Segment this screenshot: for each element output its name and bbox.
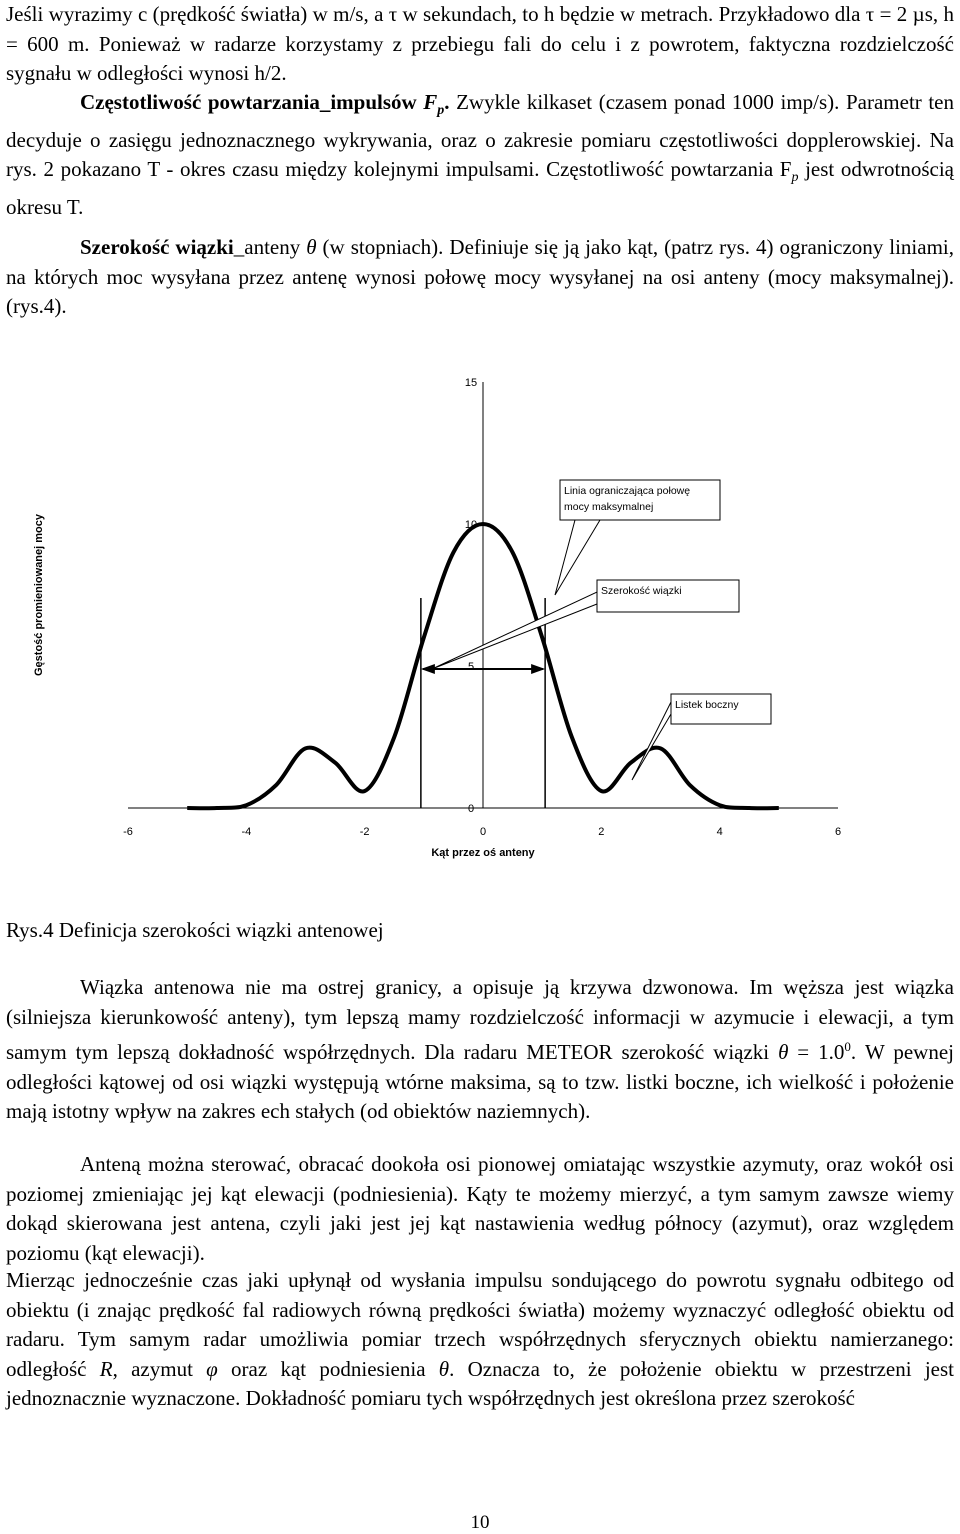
x-axis-label: Kąt przez oś anteny bbox=[431, 847, 535, 859]
callout-tail bbox=[432, 592, 597, 669]
y-tick-label: 10 bbox=[464, 519, 478, 531]
callout-tail bbox=[632, 702, 671, 780]
steering-text: Anteną można sterować, obracać dookoła osi pionowej omiatając wszystkie azymuty, oraz wokół osi poziomej zmieniając jej kąt elewacji (podniesienia). Kąty te możemy mierzyć, a tym samym zawsze wiemy dokąd skierowana jest antena, czyli jaki jest jej kąt nastawienia według północy (azymut), oraz względem poziomu (kąt elewacji). bbox=[6, 1152, 954, 1265]
prf-symbol: F bbox=[423, 90, 438, 114]
coords-text-before: Mierząc jednocześnie czas jaki upłynął od wysłania impulsu sondującego do powrotu sygnału odbitego od obiektu (i znając prędkość fal radiowych równą prędkości światła) możemy wyznaczyć odległość obiektu od radaru. Tym samym radar umożliwia pomiar trzech współrzędnych sferycznych obiektu namierzanego: odległość bbox=[6, 1268, 954, 1381]
y-tick-label: 15 bbox=[464, 377, 478, 389]
paragraph-bell-curve bbox=[6, 973, 954, 1127]
x-tick-label: -2 bbox=[359, 826, 370, 838]
paragraph-prf: Częstotliwość powtarzania_impulsów $F_p$. Zwykle kilkaset (czasem ponad 1000 imp/s). Parametr ten decyduje o zasięgu jednoznacznego wykrywania, oraz o zakresie pomiaru częstotliwości dopplerowskiej. Na rys. 2 pokazano T - okres czasu między kolejnymi impulsami. Częstotliwość powtarzania $F_p$ jest odwrotnością okresu T. bbox=[6, 90, 954, 219]
bell-value: = 1.0 bbox=[788, 1040, 845, 1064]
prf-text-sub: p bbox=[791, 170, 799, 186]
callout-tail bbox=[555, 520, 600, 595]
beamwidth-heading-tail: _anteny bbox=[233, 235, 301, 259]
beamwidth-heading: Szerokość wiązki bbox=[80, 235, 234, 259]
y-axis-label: Gęstość promieniowanej mocy bbox=[33, 514, 45, 676]
callout-beam-width bbox=[432, 580, 739, 669]
coords-mid2: oraz kąt podniesienia bbox=[217, 1356, 439, 1381]
x-tick-label: -4 bbox=[241, 826, 252, 838]
callout-text: Szerokość wiązki bbox=[601, 585, 682, 597]
x-tick-label: 0 bbox=[479, 826, 487, 838]
arrowhead-right bbox=[531, 664, 545, 674]
bell-theta: θ bbox=[778, 1040, 789, 1064]
prf-text: Zwykle kilkaset (czasem ponad 1000 imp/s). Parametr ten decyduje o zasięgu jednoznacznego wykrywania, oraz o zakresie pomiaru częstotliwości dopplerowskiej. Na rys. 2 pokazano T - okres czasu między kolejnymi impulsami. Częstotliwość powtarzania F bbox=[6, 90, 954, 182]
beam-pattern-chart bbox=[0, 360, 960, 870]
y-tick-label: 0 bbox=[467, 803, 475, 815]
coords-mid1: , azymut bbox=[112, 1356, 207, 1381]
beamwidth-text: (w stopniach). Definiuje się ją jako kąt, (patrz rys. 4) ograniczony liniami, na których moc wysyłana przez antenę wynosi połowę mocy wysyłanej na osi anteny (mocy maksymalnej). (rys.4). bbox=[6, 235, 954, 318]
paragraph-beamwidth bbox=[6, 233, 954, 322]
coords-text-after: . Oznacza to, że położenie obiektu w przestrzeni jest jednoznacznie wyznaczone. Dokładność pomiaru tych współrzędnych jest określona przez szerokość bbox=[6, 1356, 955, 1410]
bell-text-after: . W pewnej odległości kątowej od osi wiązki występują wtórne maksima, są to tzw. listki boczne, ich wielkość i położenie mają istotny wpływ na zakres ech stałych (od obiektów naziemnych). bbox=[6, 1040, 954, 1123]
bell-text-before: Wiązka antenowa nie ma ostrej granicy, a opisuje ją krzywa dzwonowa. Im węższa jest wiązka (silniejsza kierunkowość anteny), tym lepszą mamy rozdzielczość informacji w azymucie i elewacji, a tym samym tym lepszą dokładność współrzędnych. Dla radaru METEOR szerokość wiązki bbox=[6, 975, 954, 1064]
paragraph1-text: Jeśli wyrazimy c (prędkość światła) w m/s, a τ w sekundach, to h będzie w metrach. Przykładowo dla τ = 2 µs, h = 600 m. Ponieważ w radarze korzystamy z przebiegu fali do celu i z powrotem, faktyczna rozdzielczość sygnału w odległości wynosi h/2. bbox=[6, 2, 954, 85]
callout-half-power bbox=[555, 480, 720, 595]
callout-side-lobe bbox=[632, 694, 771, 780]
coords-theta: θ bbox=[438, 1356, 450, 1381]
x-tick-label: -6 bbox=[123, 826, 133, 838]
page-number: 10 bbox=[470, 1512, 490, 1533]
x-tick-label: 4 bbox=[716, 826, 723, 838]
prf-symbol-sub: p bbox=[437, 103, 445, 119]
x-tick-label: 6 bbox=[834, 826, 842, 838]
paragraph-speed-of-light bbox=[6, 0, 954, 89]
bell-value-sup: 0 bbox=[844, 1039, 851, 1054]
prf-text-end: jest odwrotnością okresu T. bbox=[6, 157, 954, 219]
coords-r: R bbox=[99, 1356, 113, 1381]
y-tick-label: 5 bbox=[467, 661, 475, 673]
callout-text: Listek boczny bbox=[675, 699, 739, 711]
x-tick-label: 2 bbox=[598, 826, 605, 838]
coords-phi: φ bbox=[206, 1356, 218, 1381]
paragraph-antenna-steering bbox=[6, 1150, 954, 1268]
callout-text: mocy maksymalnej bbox=[564, 501, 654, 513]
figure-caption: Rys.4 Definicja szerokości wiązki antenowej bbox=[6, 918, 384, 942]
callout-text: Linia ograniczająca połowę bbox=[564, 485, 691, 497]
prf-heading: Częstotliwość powtarzania_impulsów bbox=[80, 90, 417, 114]
paragraph-coordinates bbox=[6, 1266, 954, 1414]
beamwidth-symbol: θ bbox=[306, 235, 317, 259]
